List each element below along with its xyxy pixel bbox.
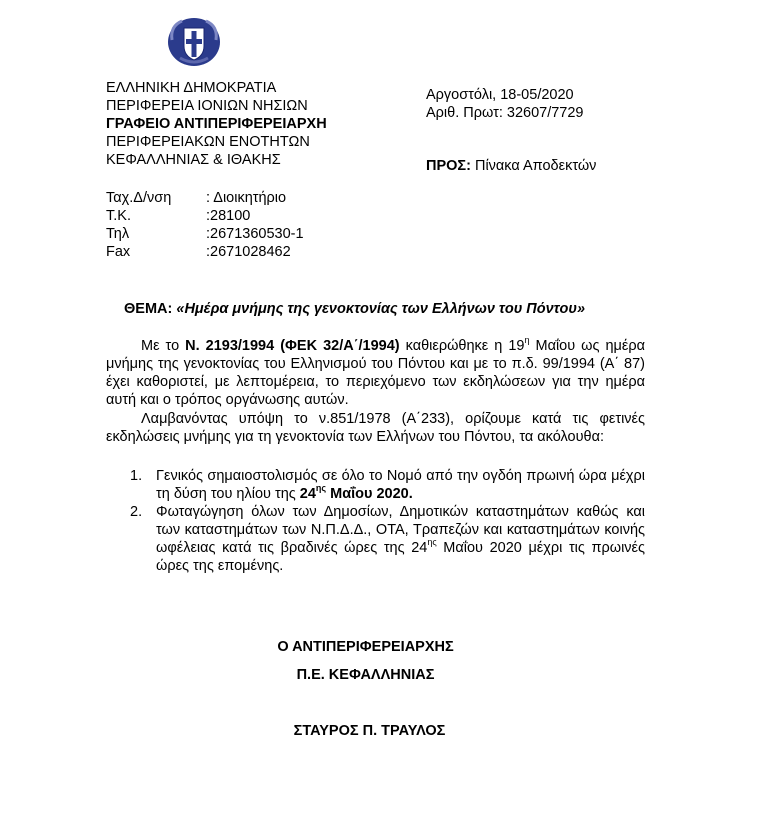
body-paragraph-1 <box>106 337 645 409</box>
contact-row-fax <box>106 243 304 261</box>
signature-unit: Π.Ε. ΚΕΦΑΛΛΗΝΙΑΣ <box>296 667 435 683</box>
recipient-line <box>426 158 596 174</box>
body-paragraph-2 <box>106 410 645 446</box>
subject-text: «Ημέρα μνήμης της γενοκτονίας των Ελλήνων του Πόντου» <box>176 301 586 317</box>
list-item-number: 2. <box>130 504 143 520</box>
greek-coat-of-arms-emblem <box>166 12 222 68</box>
list-item-text <box>156 467 645 503</box>
sender-office: ΓΡΑΦΕΙΟ ΑΝΤΙΠΕΡΙΦΕΡΕΙΑΡΧΗ <box>106 116 327 132</box>
list-item-superscript: ης <box>427 537 437 548</box>
para1-text-a: Με το <box>141 338 186 354</box>
contact-row-postcode <box>106 207 304 225</box>
document-date: Αργοστόλι, 18-05/2020 <box>426 87 574 103</box>
sender-block <box>106 79 327 169</box>
sender-units: ΠΕΡΙΦΕΡΕΙΑΚΩΝ ΕΝΟΤΗΤΩΝ <box>106 134 310 150</box>
contact-row-address <box>106 189 304 207</box>
list-item-text-a: Φωταγώγηση όλων των Δημοσίων, Δημοτικών καταστημάτων καθώς και των καταστημάτων των Ν.Π.Δ.Δ., ΟΤΑ, Τραπεζών και καταστημάτων κοινής ωφέλειας κατά τις βραδινές ώρες της 24 <box>156 504 645 556</box>
contact-value: :2671360530-1 <box>206 226 304 242</box>
sender-region: ΠΕΡΙΦΕΡΕΙΑ ΙΟΝΙΩΝ ΝΗΣΙΩΝ <box>106 98 308 114</box>
protocol-number: Αριθ. Πρωτ: 32607/7729 <box>426 105 584 121</box>
para1-text-c: καθιερώθηκε η 19 <box>399 338 525 354</box>
document-meta <box>426 86 584 122</box>
subject-label: ΘΕΜΑ: <box>124 301 173 317</box>
para1-superscript: η <box>524 335 530 346</box>
contact-value: : Διοικητήριο <box>206 190 287 206</box>
sender-country: ΕΛΛΗΝΙΚΗ ΔΗΜΟΚΡΑΤΙΑ <box>106 80 277 96</box>
signature-name: ΣΤΑΥΡΟΣ Π. ΤΡΑΥΛΟΣ <box>293 723 446 739</box>
subject-line <box>124 301 585 317</box>
list-item <box>130 503 645 575</box>
recipient-label: ΠΡΟΣ: <box>426 158 471 174</box>
contact-value: :28100 <box>206 208 251 224</box>
law-reference: Ν. 2193/1994 (ΦΕΚ 32/Α΄/1994) <box>185 338 400 354</box>
contact-label: Τ.Κ. <box>106 208 131 224</box>
contact-info <box>106 189 304 261</box>
list-item-superscript: ης <box>315 483 327 494</box>
decisions-list <box>130 467 645 575</box>
signature-title: Ο ΑΝΤΙΠΕΡΙΦΕΡΕΙΑΡΧΗΣ <box>277 639 454 655</box>
list-item-text <box>156 503 645 575</box>
list-item-date-rest: Μαΐου 2020. <box>326 486 413 502</box>
list-item-text-c: Μαΐου 2020 μέχρι τις πρωινές ώρες της επομένης. <box>156 540 645 574</box>
list-item-date-bold: 24 <box>299 486 316 502</box>
contact-label: Fax <box>106 244 131 260</box>
recipient-value: Πίνακα Αποδεκτών <box>474 158 597 174</box>
list-item-number: 1. <box>130 468 143 484</box>
contact-value: :2671028462 <box>206 244 291 260</box>
list-item-text-a: Γενικός σημαιοστολισμός σε όλο το Νομό από την ογδόη πρωινή ώρα μέχρι τη δύση του ηλίου της <box>156 468 645 502</box>
para1-text-d: Μαΐου ως ημέρα μνήμης της γενοκτονίας του Ελληνισμού του Πόντου και με το π.δ. 99/1994 (Α΄ 87) έχει καθοριστεί, με λεπτομέρεια, το περιεχόμενο των εκδηλώσεων για την ημέρα αυτή και ο τρόπος οργάνωσης αυτών. <box>106 338 645 408</box>
sender-islands: ΚΕΦΑΛΛΗΝΙΑΣ & ΙΘΑΚΗΣ <box>106 152 281 168</box>
contact-label: Τηλ <box>106 226 130 242</box>
contact-row-phone <box>106 225 304 243</box>
para2-text: Λαμβανόντας υπόψη το ν.851/1978 (Α΄233), ορίζουμε κατά τις φετινές εκδηλώσεις μνήμης για τη γενοκτονία των Ελλήνων του Πόντου, τα ακόλουθα: <box>106 411 645 445</box>
contact-label: Ταχ.Δ/νση <box>106 190 172 206</box>
list-item <box>130 467 645 503</box>
